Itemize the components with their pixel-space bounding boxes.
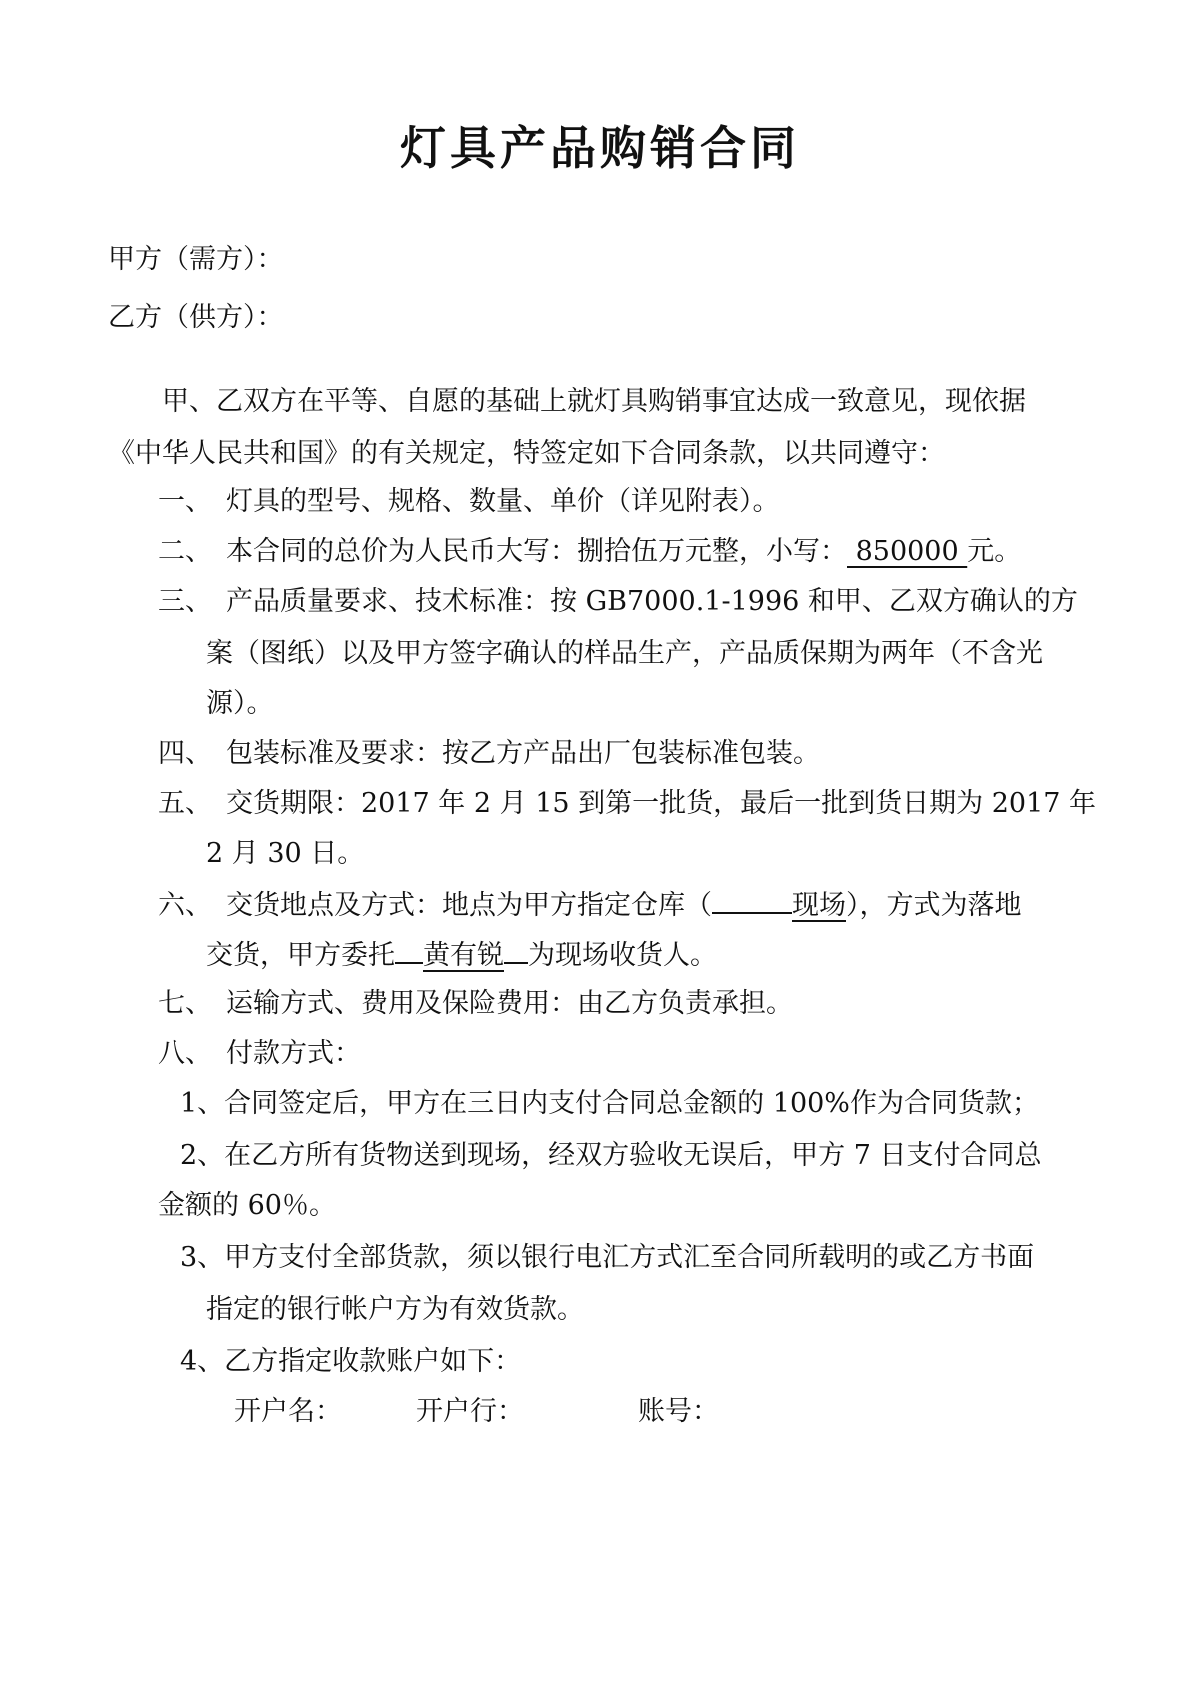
clause-number: 三、 [158, 586, 212, 617]
clause-text: 运输方式、费用及保险费用：由乙方负责承担。 [226, 988, 793, 1019]
party-b-label: 乙方（供方）： [108, 302, 284, 333]
clause-text: 灯具的型号、规格、数量、单价（详见附表）。 [226, 486, 780, 517]
payment-item-3-line-1: 3、甲方支付全部货款，须以银行电汇方式汇至合同所载明的或乙方书面 [180, 1242, 1035, 1273]
place-blank [712, 884, 792, 914]
clause-text-end: ），方式为落地 [846, 890, 1022, 921]
clause-8 [158, 1034, 361, 1074]
clause-3-line-3: 源）。 [206, 688, 274, 719]
clause-6-line-1 [158, 884, 1022, 926]
clause-number: 六、 [158, 890, 212, 921]
clause-text: 产品质量要求、技术标准：按 GB7000.1-1996 和甲、乙双方确认的方 [226, 586, 1078, 617]
clause-6-line-2 [206, 934, 717, 976]
account-number-label: 账号： [638, 1396, 719, 1427]
receiver-blank-left [395, 934, 423, 964]
intro-line-1: 甲、乙双方在平等、自愿的基础上就灯具购销事宜达成一致意见，现依据 [162, 386, 1026, 417]
clause-number: 八、 [158, 1038, 212, 1069]
clause-7 [158, 984, 793, 1024]
clause-text: 本合同的总价为人民币大写：捌拾伍万元整，小写： [226, 536, 847, 567]
payment-item-2-line-1: 2、在乙方所有货物送到现场，经双方验收无误后，甲方 7 日支付合同总 [180, 1140, 1042, 1171]
clause-number: 二、 [158, 536, 212, 567]
clause-2 [158, 532, 1021, 572]
clause-5-line-1 [158, 784, 1096, 824]
receiver-blank-right [504, 934, 528, 964]
clause-text: 交货，甲方委托 [206, 940, 395, 971]
clause-text: 包装标准及要求：按乙方产品出厂包装标准包装。 [226, 738, 820, 769]
clause-4 [158, 734, 820, 774]
payment-item-3-line-2: 指定的银行帐户方为有效货款。 [206, 1294, 584, 1325]
payment-item-2-line-2: 金额的 60％。 [158, 1190, 336, 1221]
clause-number: 五、 [158, 788, 212, 819]
clause-5-line-2: 2 月 30 日。 [206, 838, 365, 869]
clause-text: 交货期限：2017 年 2 月 15 到第一批货，最后一批到货日期为 2017 年 [226, 788, 1097, 819]
payment-item-1: 1、合同签定后，甲方在三日内支付合同总金额的 100%作为合同货款； [180, 1088, 1039, 1119]
party-a-label: 甲方（需方）： [108, 244, 284, 275]
account-name-label: 开户名： [234, 1396, 342, 1427]
clause-number: 七、 [158, 988, 212, 1019]
payment-item-4: 4、乙方指定收款账户如下： [180, 1346, 522, 1377]
clause-text: 付款方式： [226, 1038, 361, 1069]
clause-text-end: 为现场收货人。 [528, 940, 717, 971]
clause-text-end: 元。 [967, 536, 1022, 567]
clause-number: 一、 [158, 486, 212, 517]
clause-3-line-2: 案（图纸）以及甲方签字确认的样品生产，产品质保期为两年（不含光 [206, 638, 1043, 669]
account-bank-label: 开户行： [416, 1396, 524, 1427]
clause-1 [158, 482, 780, 522]
document-title: 灯具产品购销合同 [400, 121, 800, 175]
clause-number: 四、 [158, 738, 212, 769]
clause-3-line-1 [158, 582, 1078, 622]
delivery-place-value: 现场 [792, 890, 846, 921]
intro-line-2: 《中华人民共和国》的有关规定，特签定如下合同条款，以共同遵守： [108, 438, 945, 469]
clause-text: 交货地点及方式：地点为甲方指定仓库（ [226, 890, 712, 921]
receiver-name-value: 黄有锐 [423, 940, 504, 971]
total-amount-value: 850000 [847, 536, 968, 567]
